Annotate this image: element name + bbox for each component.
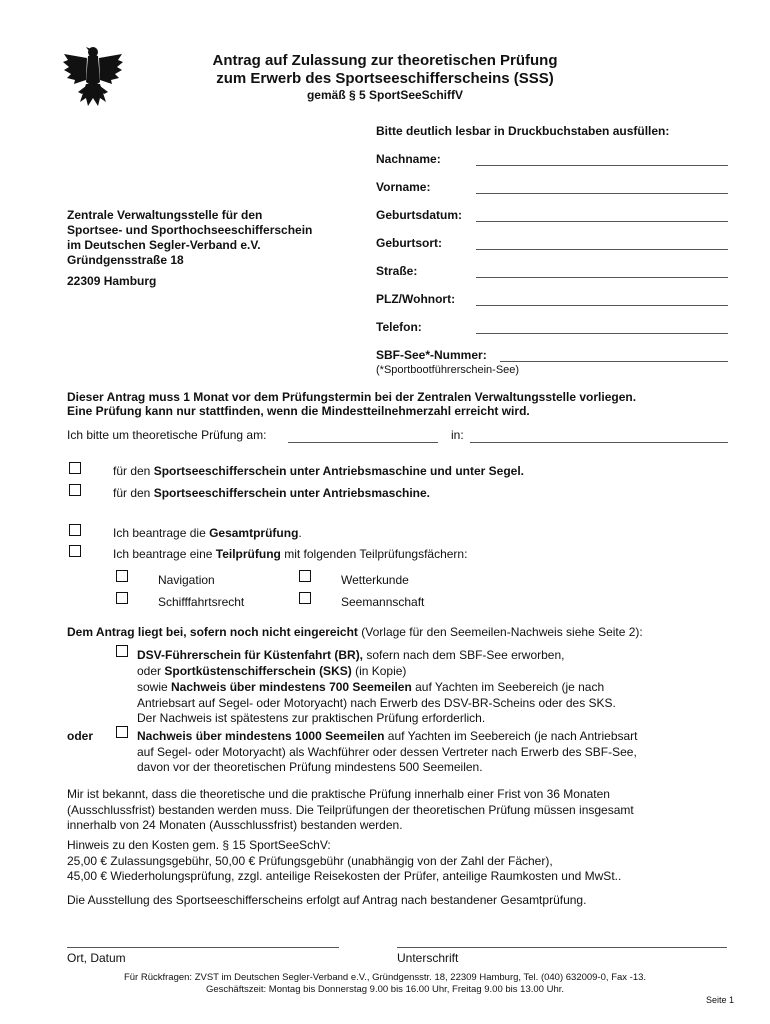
phone-label: Telefon:: [376, 320, 422, 334]
recipient-address: [67, 208, 312, 289]
street-field[interactable]: [476, 276, 728, 278]
birthplace-label: Geburtsort:: [376, 236, 442, 250]
street-label: Straße:: [376, 264, 418, 278]
signature-label: Unterschrift: [397, 951, 459, 965]
zip-city-label: PLZ/Wohnort:: [376, 292, 456, 306]
attachment-option-2: Nachweis über mindestens 1000 Seemeilen auf Yachten im Seebereich (je nach Antriebsart auf Segel- oder Motoryacht) als Wachführer oder dessen Vertreter nach Erwerb des SBF-See, davon vor der theoretischen Prüfung mindestens 500 Seemeilen.: [137, 729, 638, 774]
checkbox-partial-exam[interactable]: [69, 545, 81, 557]
subject-weather: Wetterkunde: [341, 573, 409, 587]
notice-line-2: Eine Prüfung kann nur stattfinden, wenn die Mindestteilnehmerzahl erreicht wird.: [67, 404, 530, 418]
deadline-paragraph: Mir ist bekannt, dass die theoretische und die praktische Prüfung innerhalb einer Frist von 36 Monaten (Ausschlussfrist) bestanden werden muss. Die Teilprüfungen der theoretischen Prüfung müssen insgesamt innerhalb von 24 Monaten (Ausschlussfrist) bestanden werden.: [67, 787, 634, 832]
notice-line-1: Dieser Antrag muss 1 Monat vor dem Prüfungstermin bei der Zentralen Verwaltungsstelle vorliegen.: [67, 390, 637, 404]
address-line-2: Sportsee- und Sporthochseeschifferschein: [67, 223, 313, 237]
exam-date-label: Ich bitte um theoretische Prüfung am:: [67, 428, 267, 442]
exam-place-label: in:: [451, 428, 464, 442]
firstname-field[interactable]: [476, 192, 728, 194]
birthdate-field[interactable]: [476, 220, 728, 222]
option-full-exam: Ich beantrage die Gesamtprüfung.: [113, 526, 302, 540]
title-line-3: gemäß § 5 SportSeeSchiffV: [306, 88, 464, 102]
attachments-heading: Dem Antrag liegt bei, sofern noch nicht eingereicht (Vorlage für den Seemeilen-Nachweis siehe Seite 2):: [67, 625, 643, 639]
or-label: oder: [67, 729, 94, 743]
exam-place-field[interactable]: [470, 441, 728, 443]
checkbox-attachment-1[interactable]: [116, 645, 128, 657]
sbf-footnote: (*Sportbootführerschein-See): [376, 364, 520, 376]
sbf-number-field[interactable]: [500, 360, 728, 362]
signature-field[interactable]: [397, 946, 727, 948]
checkbox-weather[interactable]: [299, 570, 311, 582]
checkbox-maritime-law[interactable]: [116, 592, 128, 604]
place-date-field[interactable]: [67, 946, 339, 948]
subject-maritime-law: Schifffahrtsrecht: [158, 595, 245, 609]
page-number: Seite 1: [705, 995, 734, 1005]
lastname-label: Nachname:: [376, 152, 441, 166]
birthplace-field[interactable]: [476, 248, 728, 250]
address-line-4: Gründgensstraße 18: [67, 253, 184, 267]
phone-field[interactable]: [476, 332, 728, 334]
place-date-label: Ort, Datum: [67, 951, 126, 965]
subject-navigation: Navigation: [158, 573, 215, 587]
zip-city-field[interactable]: [476, 304, 728, 306]
sbf-number-label: SBF-See*-Nummer:: [376, 348, 487, 362]
exam-date-field[interactable]: [288, 441, 438, 443]
attachment-option-1: DSV-Führerschein für Küstenfahrt (BR), sofern nach dem SBF-See erworben, oder Sportküstenschifferschein (SKS) (in Kopie) sowie Nachweis über mindestens 700 Seemeilen auf Yachten im Seebereich (je nach Antriebsart auf Segel- oder Motoryacht) nach Erwerb des DSV-BR-Scheins oder des SKS. Der Nachweis ist spätestens zur praktischen Prüfung erforderlich.: [137, 648, 616, 725]
form-instruction: Bitte deutlich lesbar in Druckbuchstaben ausfüllen:: [376, 124, 670, 138]
issuance-note: Die Ausstellung des Sportseeschifferscheins erfolgt auf Antrag nach bestandener Gesamtprüfung.: [67, 893, 587, 907]
address-line-1: Zentrale Verwaltungsstelle für den: [67, 208, 263, 222]
checkbox-motor-only[interactable]: [69, 484, 81, 496]
costs-paragraph: Hinweis zu den Kosten gem. § 15 SportSeeSchV: 25,00 € Zulassungsgebühr, 50,00 € Prüfungsgebühr (unabhängig von der Zahl der Fächer), 45,00 € Wiederholungsprüfung, zzgl. anteilige Reisekosten der Prüfer, anteilige Raumkosten und MwSt..: [67, 838, 622, 883]
subject-seamanship: Seemannschaft: [341, 595, 425, 609]
title-line-2: zum Erwerb des Sportseeschifferscheins (SSS): [216, 70, 554, 87]
checkbox-attachment-2[interactable]: [116, 726, 128, 738]
checkbox-sail-and-motor[interactable]: [69, 462, 81, 474]
address-line-3: im Deutschen Segler-Verband e.V.: [67, 238, 261, 252]
lastname-field[interactable]: [476, 164, 728, 166]
option-partial-exam: Ich beantrage eine Teilprüfung mit folgenden Teilprüfungsfächern:: [113, 547, 468, 561]
firstname-label: Vorname:: [376, 180, 431, 194]
footer-hours: Geschäftszeit: Montag bis Donnerstag 9.00 bis 16.00 Uhr, Freitag 9.00 bis 13.00 Uhr.: [205, 984, 565, 995]
option-motor-only: für den Sportseeschifferschein unter Antriebsmaschine.: [113, 486, 431, 500]
title-line-1: Antrag auf Zulassung zur theoretischen Prüfung: [212, 52, 558, 69]
footer-contact: Für Rückfragen: ZVST im Deutschen Segler-Verband e.V., Gründgensstr. 18, 22309 Hamburg, Tel. (040) 632009-0, Fax -13.: [123, 972, 647, 983]
checkbox-seamanship[interactable]: [299, 592, 311, 604]
option-sail-and-motor: für den Sportseeschifferschein unter Antriebsmaschine und unter Segel.: [113, 464, 525, 478]
checkbox-full-exam[interactable]: [69, 524, 81, 536]
birthdate-label: Geburtsdatum:: [376, 208, 463, 222]
checkbox-navigation[interactable]: [116, 570, 128, 582]
address-line-5: 22309 Hamburg: [67, 274, 157, 288]
